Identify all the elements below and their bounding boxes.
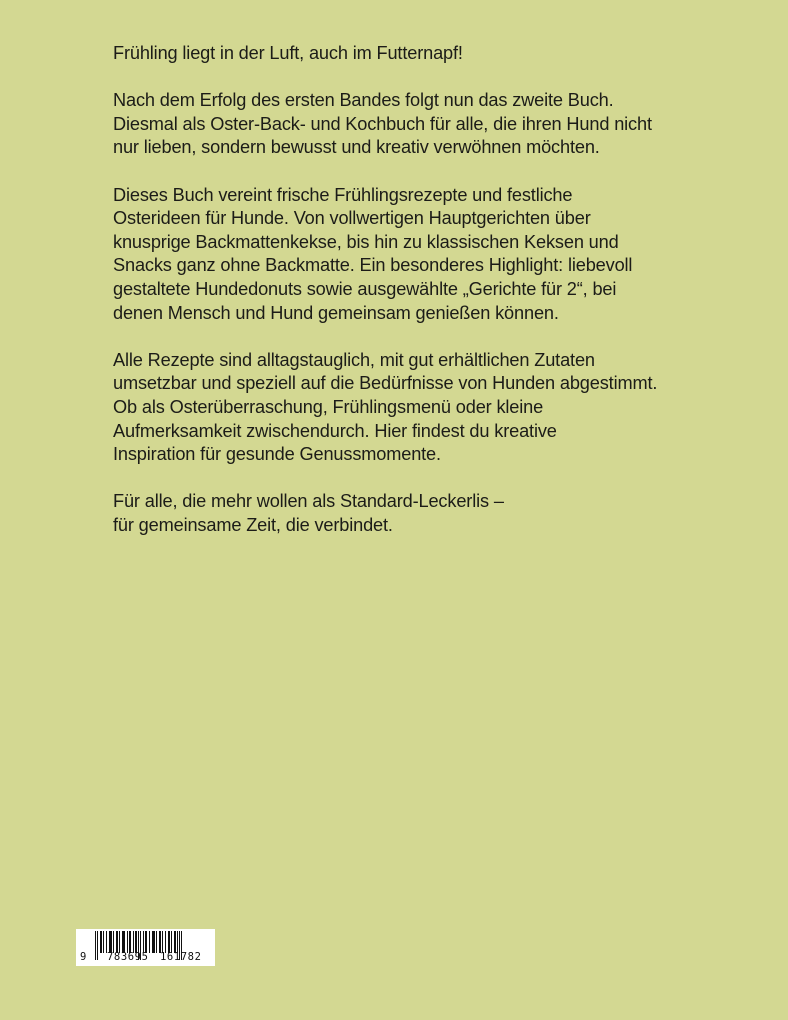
paragraph-second-volume	[113, 89, 713, 160]
barcode-left-group: 783695	[107, 951, 149, 963]
paragraph-closing	[113, 490, 713, 537]
text-line: Dieses Buch vereint frische Frühlingsrezepte und festliche	[113, 184, 573, 205]
text-line: denen Mensch und Hund gemeinsam genießen können.	[113, 302, 559, 323]
isbn-barcode	[76, 929, 215, 966]
paragraph-contents	[113, 184, 713, 326]
paragraph-intro	[113, 42, 713, 66]
text-line: Diesmal als Oster-Back- und Kochbuch für alle, die ihren Hund nicht	[113, 113, 652, 134]
text-line: Inspiration für gesunde Genussmomente.	[113, 444, 441, 465]
text-line: Nach dem Erfolg des ersten Bandes folgt nun das zweite Buch.	[113, 90, 614, 111]
text-line: Alle Rezepte sind alltagstauglich, mit gut erhältlichen Zutaten	[113, 349, 595, 370]
text-line: Für alle, die mehr wollen als Standard-Leckerlis –	[113, 491, 504, 512]
text-line: gestaltete Hundedonuts sowie ausgewählte „Gerichte für 2“, bei	[113, 278, 617, 299]
text-line: Frühling liegt in der Luft, auch im Futternapf!	[113, 43, 463, 63]
text-line: Osterideen für Hunde. Von vollwertigen Hauptgerichten über	[113, 208, 591, 229]
barcode-right-group: 161782	[160, 951, 202, 963]
text-line: Snacks ganz ohne Backmatte. Ein besonderes Highlight: liebevoll	[113, 255, 633, 276]
back-cover-text	[113, 42, 713, 561]
text-line: nur lieben, sondern bewusst und kreativ verwöhnen möchten.	[113, 137, 600, 158]
text-line: Aufmerksamkeit zwischendurch. Hier findest du kreative	[113, 420, 557, 441]
text-line: für gemeinsame Zeit, die verbindet.	[113, 514, 393, 535]
text-line: umsetzbar und speziell auf die Bedürfnisse von Hunden abgestimmt.	[113, 373, 658, 394]
text-line: knusprige Backmattenkekse, bis hin zu klassischen Keksen und	[113, 231, 619, 252]
paragraph-recipes	[113, 349, 713, 467]
barcode-first-digit: 9	[80, 951, 87, 963]
text-line: Ob als Osterüberraschung, Frühlingsmenü oder kleine	[113, 396, 544, 417]
